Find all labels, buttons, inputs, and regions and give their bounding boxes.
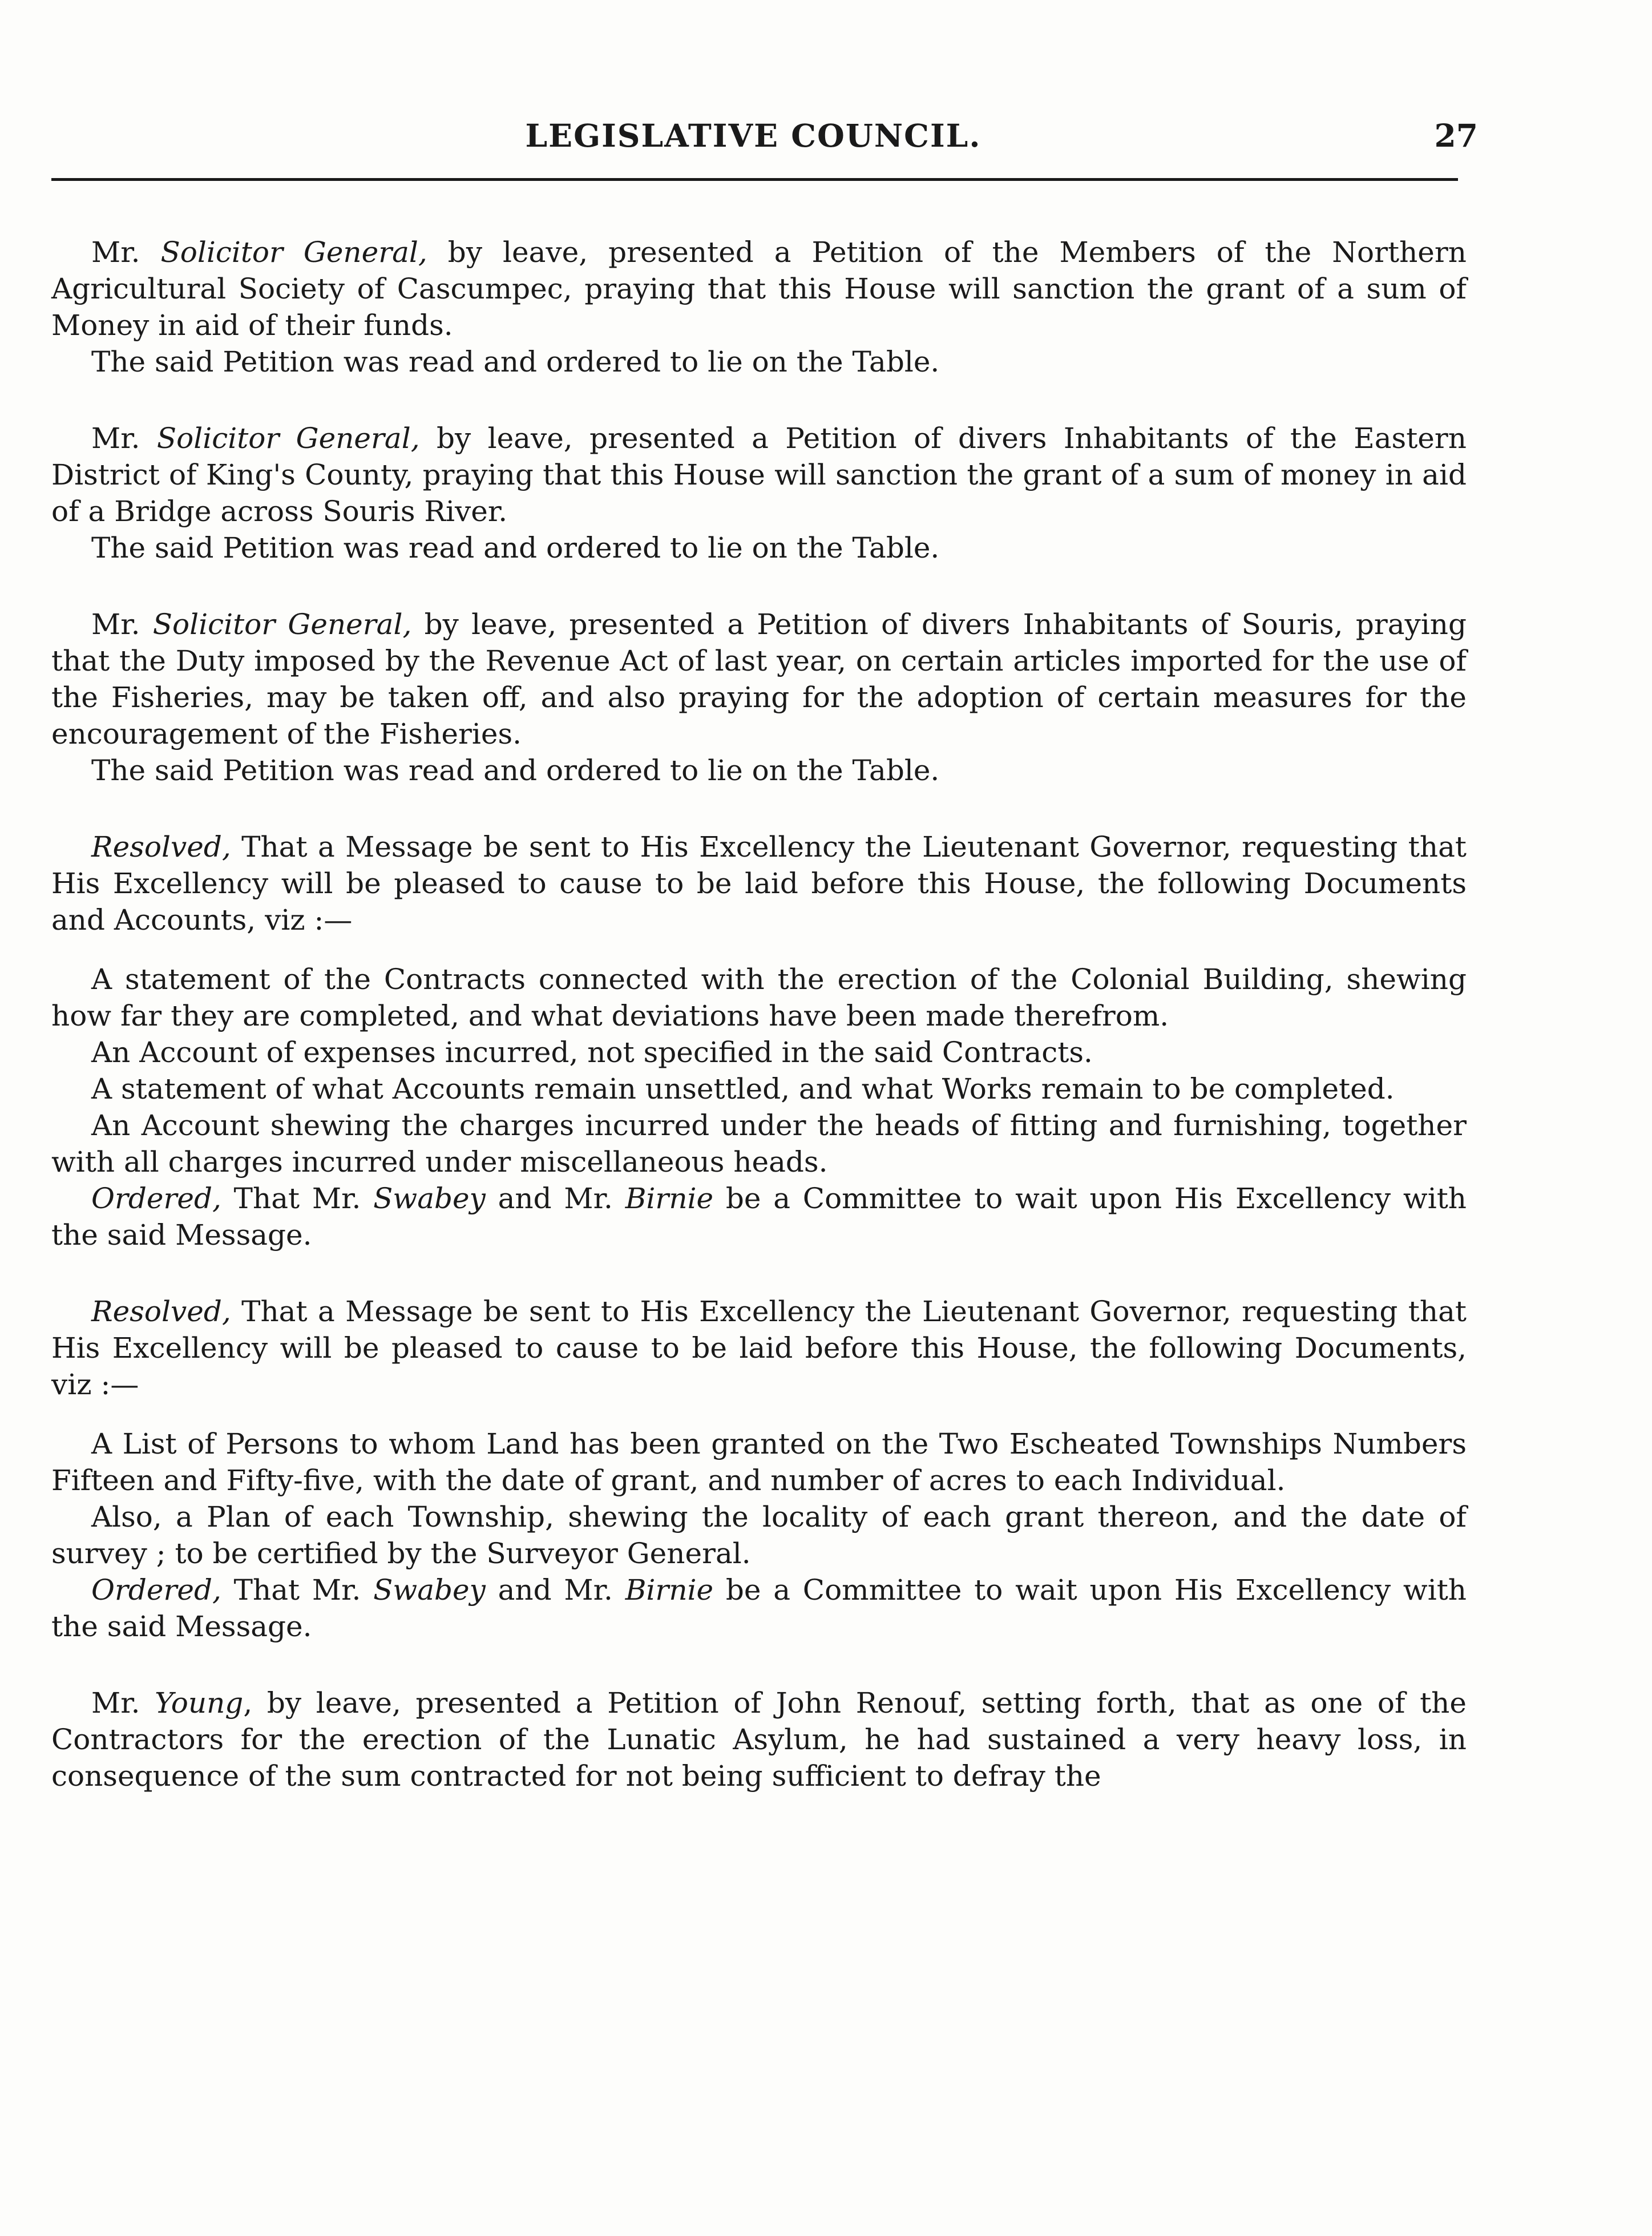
paragraph-petition-cascumpec: Mr. Solicitor General, by leave, presented a Petition of the Members of the Northern Agricultural Society of Cascumpec, praying that this House will sanction the grant of a sum of Money in aid of their funds.: [51, 236, 1467, 342]
paragraph-plan-township: Also, a Plan of each Township, shewing the locality of each grant thereon, and the date of survey ; to be certified by the Surveyor General.: [51, 1500, 1467, 1570]
paragraph-petition-read: The said Petition was read and ordered to lie on the Table.: [91, 531, 940, 564]
header-rule: [51, 178, 1458, 181]
paragraph-account-expenses: An Account of expenses incurred, not specified in the said Contracts.: [91, 1036, 1093, 1069]
paragraph-statement-contracts: A statement of the Contracts connected with the erection of the Colonial Building, shewing how far they are completed, and what deviations have been made therefrom.: [51, 963, 1467, 1032]
paragraph-account-furnishing: An Account shewing the charges incurred under the heads of fitting and furnishing, together with all charges incurred under miscellaneous heads.: [51, 1109, 1467, 1178]
paragraph-ordered-committee: Ordered, That Mr. Swabey and Mr. Birnie be a Committee to wait upon His Excellency with the said Message.: [51, 1573, 1467, 1643]
running-head: LEGISLATIVE COUNCIL.: [525, 117, 981, 154]
paragraph-resolved-colonial-building: Resolved, That a Message be sent to His Excellency the Lieutenant Governor, requesting that His Excellency will be pleased to cause to be laid before this House, the following Documents and Accounts, viz :—: [51, 830, 1467, 937]
paragraph-resolved-townships: Resolved, That a Message be sent to His Excellency the Lieutenant Governor, requesting that His Excellency will be pleased to cause to be laid before this House, the following Documents, viz :—: [51, 1295, 1467, 1401]
paragraph-statement-accounts: A statement of what Accounts remain unsettled, and what Works remain to be completed.: [91, 1072, 1395, 1105]
body-text: [51, 234, 1467, 1794]
page-number: 27: [1434, 117, 1478, 154]
paragraph-petition-souris-duty: Mr. Solicitor General, by leave, presented a Petition of divers Inhabitants of Souris, praying that the Duty imposed by the Revenue Act of last year, on certain articles imported for the use of the Fisheries, may be taken off, and also praying for the adoption of certain measures for the encouragement of the Fisheries.: [51, 608, 1467, 750]
paragraph-petition-read: The said Petition was read and ordered to lie on the Table.: [91, 754, 940, 787]
paragraph-petition-souris-bridge: Mr. Solicitor General, by leave, presented a Petition of divers Inhabitants of the Eastern District of King's County, praying that this House will sanction the grant of a sum of money in aid of a Bridge across Souris River.: [51, 422, 1467, 528]
paragraph-petition-read: The said Petition was read and ordered to lie on the Table.: [91, 345, 940, 378]
paragraph-list-persons: A List of Persons to whom Land has been granted on the Two Escheated Townships Numbers Fifteen and Fifty-five, with the date of grant, and number of acres to each Individual.: [51, 1427, 1467, 1497]
paragraph-petition-renouf: Mr. Young, by leave, presented a Petition of John Renouf, setting forth, that as one of the Contractors for the erection of the Lunatic Asylum, he had sustained a very heavy loss, in consequence of the sum contracted for not being sufficient to defray the: [51, 1686, 1467, 1793]
page-header: [51, 117, 1478, 163]
paragraph-ordered-committee: Ordered, That Mr. Swabey and Mr. Birnie be a Committee to wait upon His Excellency with the said Message.: [51, 1182, 1467, 1252]
